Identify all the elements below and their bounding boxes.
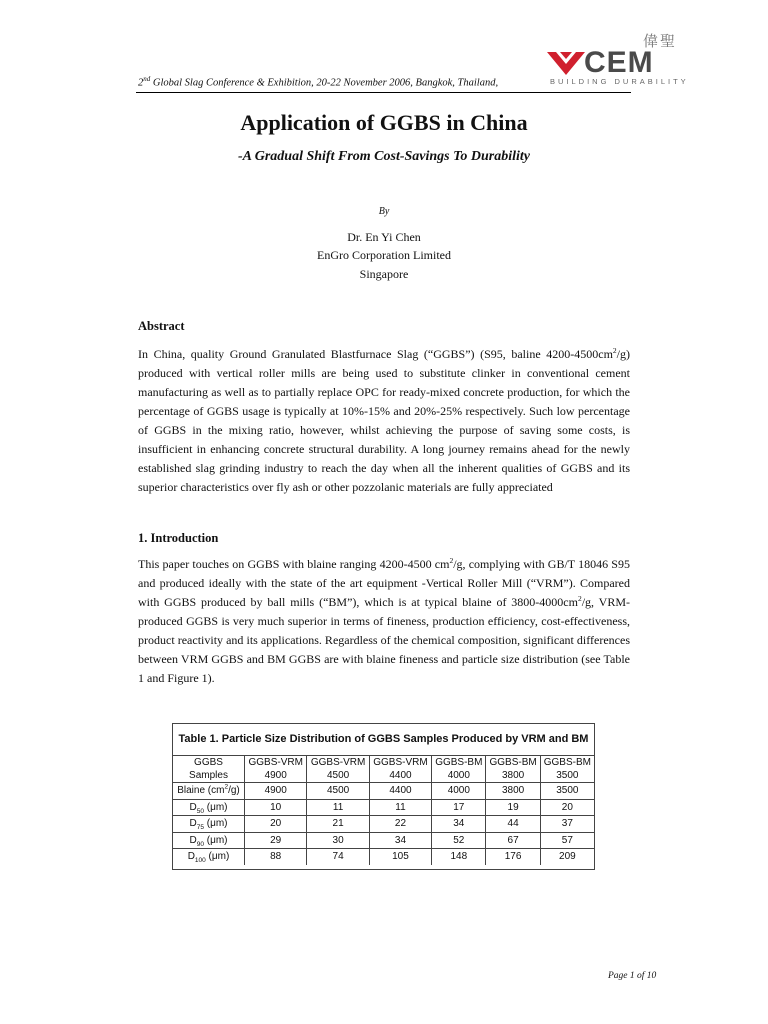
table-cell: 11 [369, 799, 431, 816]
table-header-label: GGBS Samples [173, 756, 245, 783]
table-cell: 57 [540, 832, 594, 849]
table-cell: 4900 [245, 783, 307, 800]
table-header-cell: GGBS-VRM 4400 [369, 756, 431, 783]
table-cell: 20 [245, 816, 307, 833]
page-number: Page 1 of 10 [608, 971, 657, 981]
table-grid [173, 756, 594, 865]
abstract-text: In China, quality Ground Granulated Blastfurnace Slag (“GGBS”) (S95, baline $4200-4500cm^2/g$) produced with vertical roller mills are being used to substitute clinker in conventional cement manufacturing as well as to partially replace OPC for ready-mixed concrete production, for which the percentage of GGBS usage is typically at 10%-15% and 20%-25% respectively. Such low percentage of GGBS in the mixing ratio, however, whilst achieving the purpose of saving some costs, is insufficient in enhancing concrete structural durability. A long journey remains ahead for the newly established slag grinding industry to reach the day when all the inherent qualities of GGBS and its superior characteristics over fly ash or other pozzolanic materials are fully appreciated [138, 346, 630, 494]
table-header-cell: GGBS-VRM 4500 [307, 756, 369, 783]
row-label: $D_{100}$ (μm) [173, 849, 245, 865]
table-cell: 3800 [486, 783, 540, 800]
table-cell: 3500 [540, 783, 594, 800]
row-label: $D_{90}$ (μm) [173, 832, 245, 849]
table-cell: 30 [307, 832, 369, 849]
table-header-cell: GGBS-VRM 4900 [245, 756, 307, 783]
table-cell: 22 [369, 816, 431, 833]
v-chevron-logo-icon [546, 50, 586, 76]
author-organization: EnGro Corporation Limited [317, 248, 451, 262]
table-cell: 29 [245, 832, 307, 849]
table-cell: 20 [540, 799, 594, 816]
table-cell: 209 [540, 849, 594, 865]
table-row [173, 849, 594, 865]
table-cell: 4000 [432, 783, 486, 800]
conference-header: 2nd Global Slag Conference & Exhibition, 20-22 November 2006, Bangkok, Thailand, [138, 75, 499, 89]
particle-size-table [172, 723, 595, 870]
by-label: By [378, 206, 390, 217]
table-cell: 67 [486, 832, 540, 849]
table-row [173, 816, 594, 833]
logo-tagline: BUILDING DURABILITY [550, 77, 689, 86]
table-cell: 148 [432, 849, 486, 865]
table-cell: 105 [369, 849, 431, 865]
introduction-heading: 1. Introduction [138, 531, 219, 545]
abstract-heading: Abstract [138, 319, 185, 333]
table-row [173, 783, 594, 800]
table-cell: 4500 [307, 783, 369, 800]
table-cell: 10 [245, 799, 307, 816]
header-rule [136, 92, 631, 93]
table-cell: 74 [307, 849, 369, 865]
logo-name: CEM [584, 46, 654, 79]
table-header-cell: GGBS-BM 4000 [432, 756, 486, 783]
paper-title: Application of GGBS in China [240, 110, 528, 135]
table-cell: 4400 [369, 783, 431, 800]
table-caption: Table 1. Particle Size Distribution of GGBS Samples Produced by VRM and BM [173, 724, 594, 756]
table-cell: 19 [486, 799, 540, 816]
table-cell: 34 [432, 816, 486, 833]
table-cell: 52 [432, 832, 486, 849]
table-cell: 17 [432, 799, 486, 816]
table-cell: 34 [369, 832, 431, 849]
table-cell: 37 [540, 816, 594, 833]
row-label: Blaine $(cm^2/g)$ [173, 783, 245, 800]
table-cell: 176 [486, 849, 540, 865]
table-cell: 11 [307, 799, 369, 816]
table-header-cell: GGBS-BM 3500 [540, 756, 594, 783]
vcem-logo [546, 30, 689, 90]
table-header-cell: GGBS-BM 3800 [486, 756, 540, 783]
table-row [173, 832, 594, 849]
table-cell: 44 [486, 816, 540, 833]
introduction-text: This paper touches on GGBS with blaine ranging 4200-4500 $cm^2/g$, complying with GB/T 18046 S95 and produced ideally with the state of the art equipment -Vertical Roller Mill (“VRM”). Compared with GGBS produced by ball mills (“BM”), which is at typical blaine of $3800-4000cm^2/g$, VRM-produced GGBS is very much superior in terms of fineness, production efficiency, cost-effectiveness, product reactivity and its applications. Regardless of the chemical composition, significant differences between VRM GGBS and BM GGBS are with blaine fineness and particle size distribution (see Table 1 and Figure 1). [138, 556, 631, 685]
row-label: $D_{75}$ (μm) [173, 816, 245, 833]
row-label: $D_{50}$ (μm) [173, 799, 245, 816]
table-cell: 21 [307, 816, 369, 833]
paper-subtitle: -A Gradual Shift From Cost-Savings To Durability [238, 149, 530, 164]
logo-chinese-text: 偉聖 [642, 32, 677, 50]
author-name: Dr. En Yi Chen [347, 230, 421, 244]
table-row [173, 799, 594, 816]
table-cell: 88 [245, 849, 307, 865]
table-header-row [173, 756, 594, 783]
author-location: Singapore [359, 267, 409, 281]
